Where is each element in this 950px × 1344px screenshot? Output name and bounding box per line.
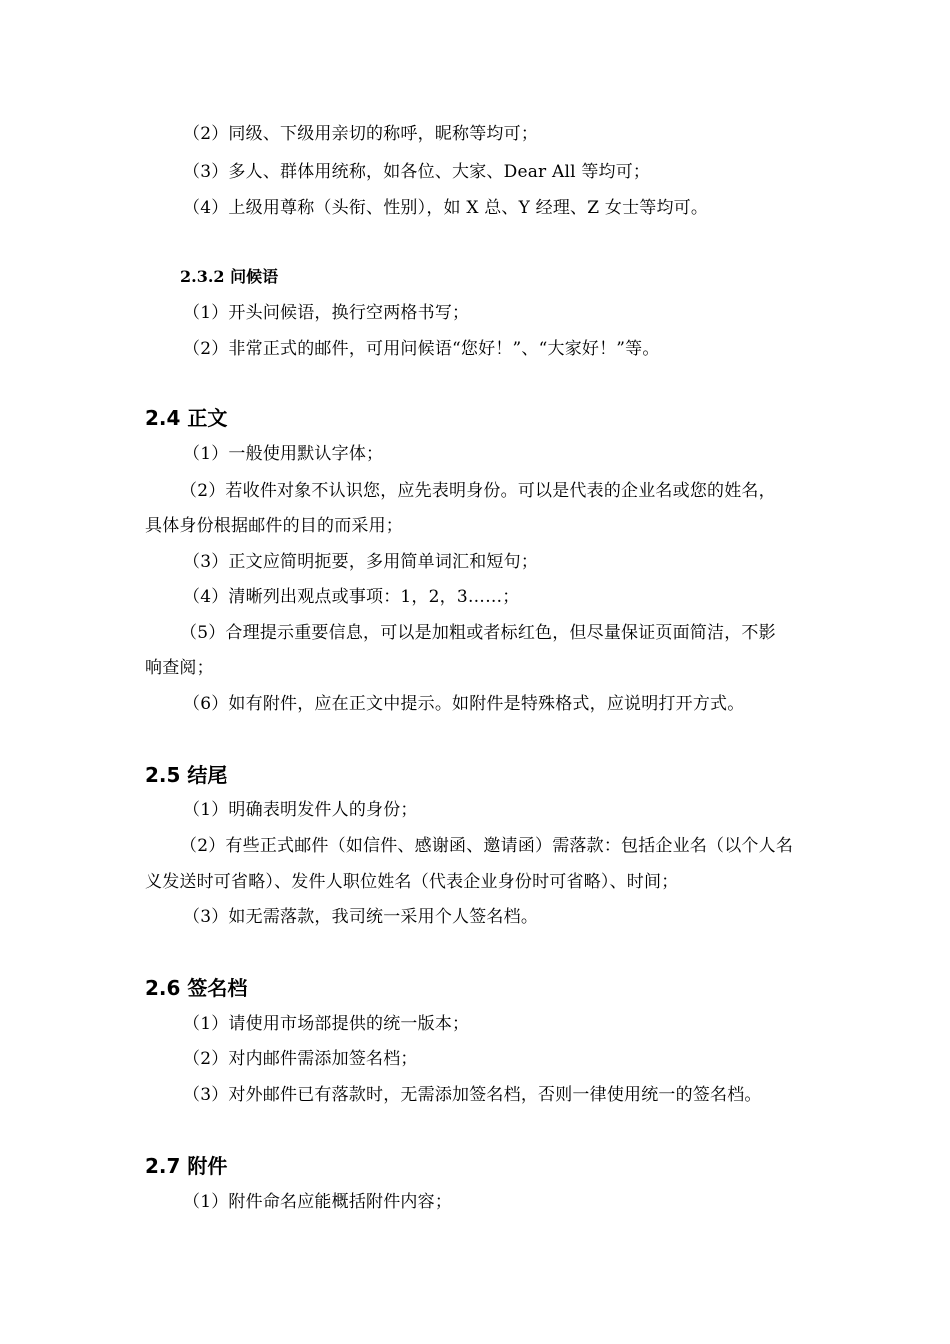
salutation-item: （4）上级用尊称（头衔、性别），如 X 总、Y 经理、Z 女士等均可。 [183,198,709,218]
body-item: （6）如有附件，应在正文中提示。如附件是特殊格式，应说明打开方式。 [183,694,745,714]
attachment-section-heading: 2.7 附件 [145,1154,228,1178]
body-item-continuation: 响查阅； [145,658,214,678]
signature-section-heading: 2.6 签名档 [145,976,248,1000]
signature-item: （2）对内邮件需添加签名档； [183,1049,418,1069]
closing-item: （1）明确表明发件人的身份； [183,800,418,820]
closing-section-heading: 2.5 结尾 [145,763,228,787]
body-item: （3）正文应简明扼要，多用简单词汇和短句； [183,552,539,572]
signature-item: （1）请使用市场部提供的统一版本； [183,1014,470,1034]
closing-item: （3）如无需落款，我司统一采用个人签名档。 [183,907,539,927]
body-item: （2）若收件对象不认识您，应先表明身份。可以是代表的企业名或您的姓名， [180,481,776,501]
greeting-item: （1）开头问候语，换行空两格书写； [183,303,470,323]
body-item: （1）一般使用默认字体； [183,444,384,464]
closing-item: （2）有些正式邮件（如信件、感谢函、邀请函）需落款：包括企业名（以个人名 [180,836,794,856]
greeting-heading: 2.3.2 问候语 [180,267,279,286]
salutation-item: （2）同级、下级用亲切的称呼，昵称等均可； [183,124,539,144]
body-item: （5）合理提示重要信息，可以是加粗或者标红色，但尽量保证页面简洁，不影 [180,623,776,643]
signature-item: （3）对外邮件已有落款时，无需添加签名档，否则一律使用统一的签名档。 [183,1085,762,1105]
closing-item-continuation: 义发送时可省略）、发件人职位姓名（代表企业身份时可省略）、时间； [145,872,679,892]
body-section-heading: 2.4 正文 [145,406,228,430]
greeting-item: （2）非常正式的邮件，可用问候语“您好！”、“大家好！”等。 [183,339,660,359]
body-item: （4）清晰列出观点或事项：1，2，3……； [183,587,520,607]
body-item-continuation: 具体身份根据邮件的目的而采用； [145,516,403,536]
salutation-item: （3）多人、群体用统称，如各位、大家、Dear All 等均可； [183,162,651,182]
attachment-item: （1）附件命名应能概括附件内容； [183,1192,453,1212]
